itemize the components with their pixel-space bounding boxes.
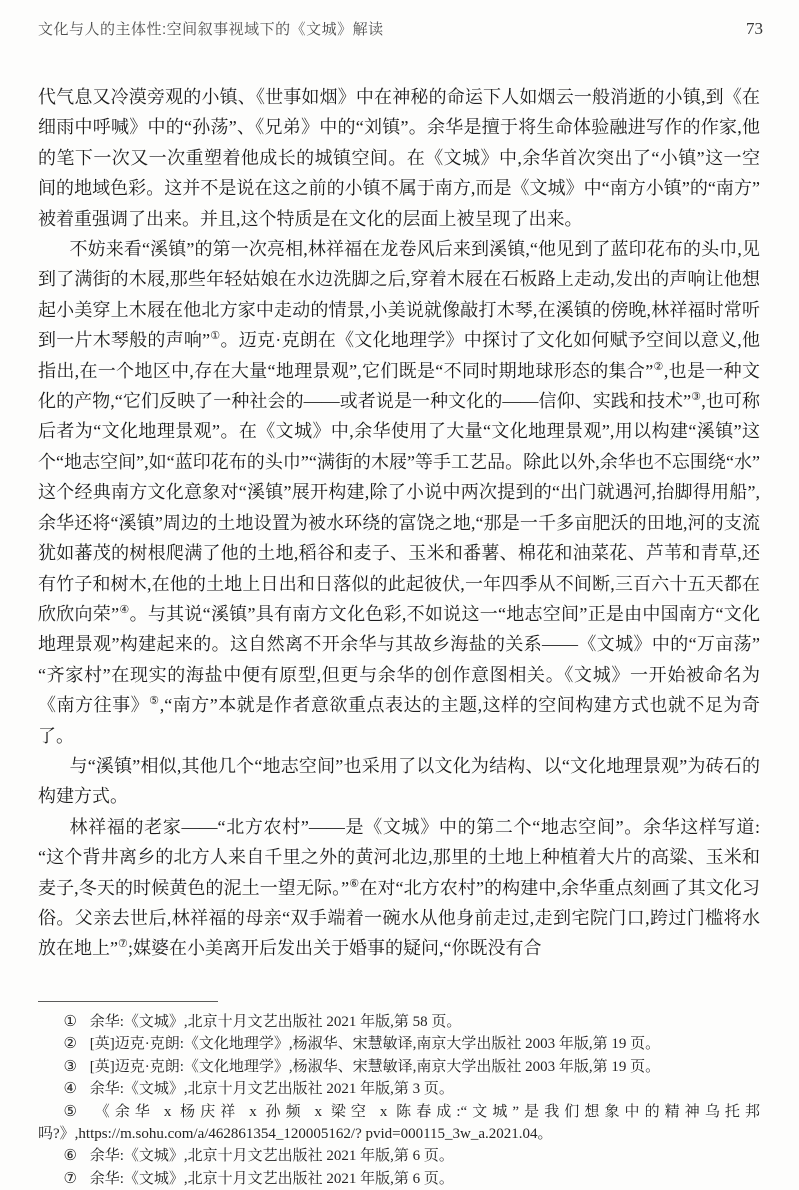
paragraph-transition: 与“溪镇”相似,其他几个“地志空间”也采用了以文化为结构、以“文化地理景观”为砖石的构建方式。: [38, 755, 760, 807]
footnote-1: [38, 1011, 760, 1033]
footnote-marker: ②: [63, 1036, 77, 1053]
footnote-marker: ①: [63, 1014, 77, 1030]
footnotes-section: [38, 1001, 760, 1190]
paragraph-xizhen-intro: 不妨来看“溪镇”的第一次亮相,林祥福在龙卷风后来到溪镇,“他见到了蓝印花布的头巾,见到了满街的木屐,那些年轻姑娘在水边洗脚之后,穿着木屐在石板路上走动,发出的声响让他想起小美穿上木屐在他北方家中走动的情景,小美说就像敲打木琴,在溪镇的傍晚,林祥福时常听到一片木琴般的声响”①。迈克·克朗在《文化地理学》中探讨了文化如何赋予空间以意义,他指出,在一个地区中,存在大量“地理景观”,它们既是“不同时期地球形态的集合”②,也是一种文化的产物,“它们反映了一种社会的——或者说是一种文化的——信仰、实践和技术”③,也可称后者为“文化地理景观”。在《文城》中,余华使用了大量“文化地理景观”,用以构建“溪镇”这个“地志空间”,如“蓝印花布的头巾”“满街的木屐”等手工艺品。除此以外,余华也不忘围绕“水”这个经典南方文化意象对“溪镇”展开构建,除了小说中两次提到的“出门就遇河,抬脚得用船”,余华还将“溪镇”周边的土地设置为被水环绕的富饶之地,“那是一千多亩肥沃的田地,河的支流犹如蕃茂的树根爬满了他的土地,稻谷和麦子、玉米和番薯、棉花和油菜花、芦苇和青草,还有竹子和树木,在他的土地上日出和日落似的此起彼伏,一年四季从不间断,三百六十五天都在欣欣向荣”④。与其说“溪镇”具有南方文化色彩,不如说这一“地志空间”正是由中国南方“文化地理景观”构建起来的。这自然离不开余华与其故乡海盐的关系——《文城》中的“万亩荡”“齐家村”在现实的海盐中便有原型,但更与余华的创作意图相关。《文城》一开始被命名为《南方往事》⑤,“南方”本就是作者意欲重点表达的主题,这样的空间构建方式也就不足为奇了。: [38, 239, 760, 746]
footnote-text: 《余华 x 杨庆祥 x 孙频 x 梁空 x 陈春成:“文城”是我们想象中的精神乌托邦吗?》,https://m.sohu.com/a/462861354_120005162/? pvid=000115_3w_a.2021.04。: [38, 1103, 760, 1143]
paragraph-northern-village: 林祥福的老家——“北方农村”——是《文城》中的第二个“地志空间”。余华这样写道:“这个背井离乡的北方人来自千里之外的黄河北边,那里的土地上种植着大片的高粱、玉米和麦子,冬天的时候黄色的泥土一望无际。”⑥在对“北方农村”的构建中,余华重点刻画了其文化习俗。父亲去世后,林祥福的母亲“双手端着一碗水从他身前走过,走到宅院门口,跨过门槛将水放在地上”⑦;媒婆在小美离开后发出关于婚事的疑问,“你既没有合: [38, 816, 760, 959]
footnote-marker: ⑥: [63, 1148, 77, 1165]
footnote-text: 余华:《文城》,北京十月文艺出版社 2021 年版,第 6 页。: [89, 1148, 454, 1165]
paragraph-continuation: 代气息又冷漠旁观的小镇、《世事如烟》中在神秘的命运下人如烟云一般消逝的小镇,到《在细雨中呼喊》中的“孙荡”、《兄弟》中的“刘镇”。余华是擅于将生命体验融进写作的作家,他的笔下一次又一次重塑着他成长的城镇空间。在《文城》中,余华首次突出了“小镇”这一空间的地域色彩。这并不是说在这之前的小镇不属于南方,而是《文城》中“南方小镇”的“南方”被着重强调了出来。并且,这个特质是在文化的层面上被呈现了出来。: [38, 87, 760, 229]
page-number: 73: [746, 19, 763, 38]
footnote-text: 余华:《文城》,北京十月文艺出版社 2021 年版,第 6 页。: [89, 1170, 454, 1187]
footnote-separator: [38, 1001, 218, 1002]
footnote-text: 余华:《文城》,北京十月文艺出版社 2021 年版,第 3 页。: [89, 1081, 454, 1098]
footnote-4: [38, 1078, 760, 1100]
footnote-marker: ⑦: [63, 1170, 77, 1187]
footnote-text: [英]迈克·克朗:《文化地理学》,杨淑华、宋慧敏译,南京大学出版社 2003 年版,第 19 页。: [89, 1036, 661, 1053]
footnote-marker: ⑤: [63, 1103, 83, 1120]
footnote-marker: ④: [63, 1081, 77, 1098]
footnote-3: [38, 1056, 760, 1078]
footnote-text: 余华:《文城》,北京十月文艺出版社 2021 年版,第 58 页。: [89, 1014, 462, 1030]
footnote-marker: ③: [63, 1058, 77, 1075]
footnote-text: [英]迈克·克朗:《文化地理学》,杨淑华、宋慧敏译,南京大学出版社 2003 年版,第 19 页。: [89, 1058, 661, 1075]
footnote-5: [38, 1101, 760, 1146]
article-body: [38, 82, 760, 964]
footnote-6: [38, 1145, 760, 1167]
running-header: [38, 18, 763, 39]
running-title: 文化与人的主体性:空间叙事视域下的《文城》解读: [38, 21, 384, 38]
footnote-7: [38, 1168, 760, 1190]
footnote-2: [38, 1033, 760, 1055]
